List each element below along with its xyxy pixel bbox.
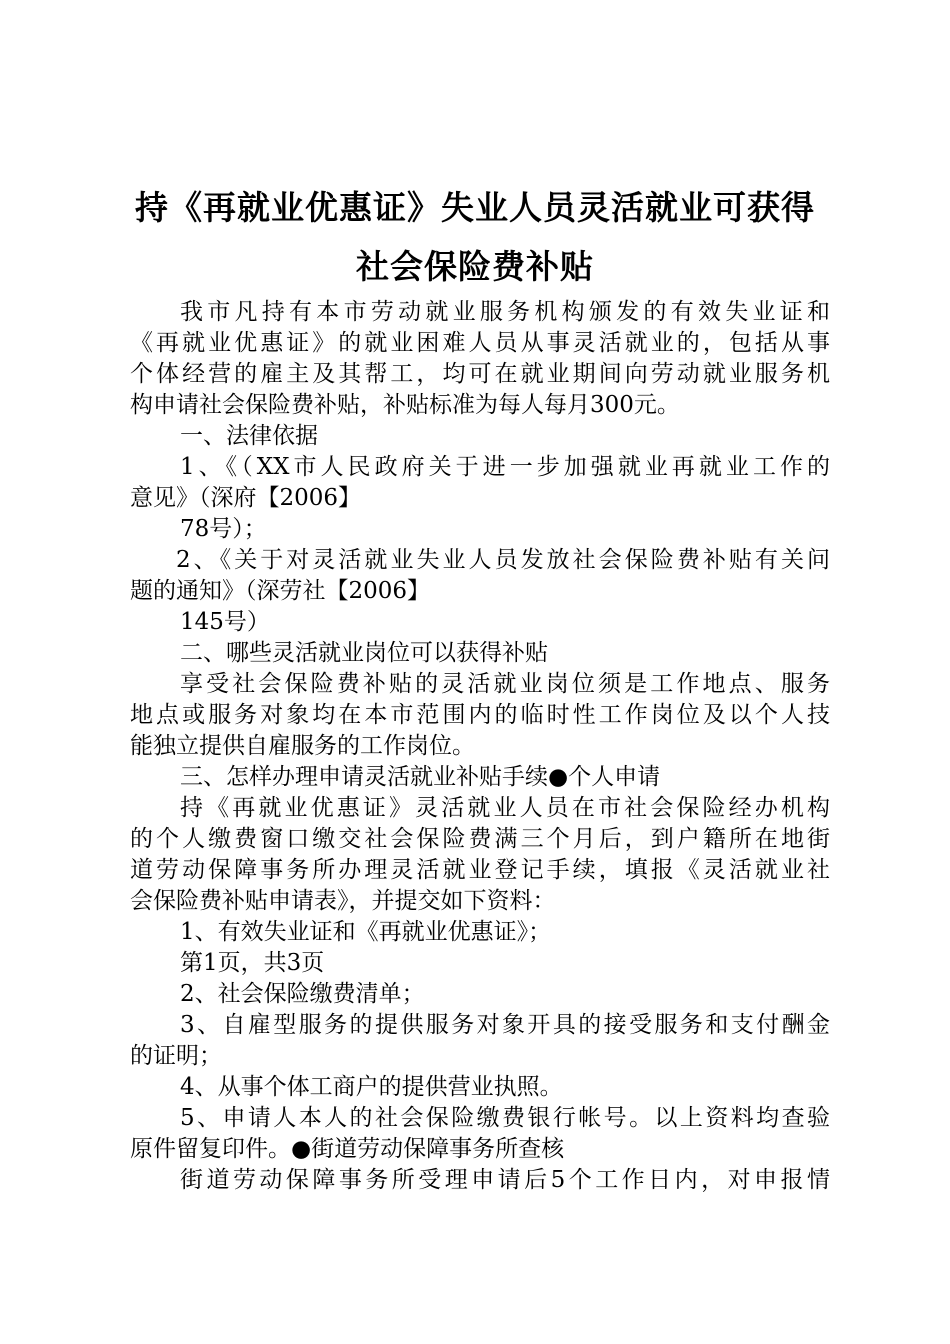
section-heading: 三、怎样办理申请灵活就业补贴手续●个人申请 bbox=[180, 764, 661, 790]
paragraph-line: 享受社会保险费补贴的灵活就业岗位须是工作地点、服务 bbox=[180, 671, 830, 697]
paragraph-line: 2、《关于对灵活就业失业人员发放社会保险费补贴有关问 bbox=[176, 547, 830, 573]
paragraph-line: 145号） bbox=[180, 609, 270, 635]
paragraph-line: 能独立提供自雇服务的工作岗位。 bbox=[130, 733, 475, 759]
list-item: 原件留复印件。●街道劳动保障事务所查核 bbox=[130, 1136, 565, 1162]
document-title-line-1: 持《再就业优惠证》失业人员灵活就业可获得 bbox=[135, 188, 815, 227]
paragraph-line: 持《再就业优惠证》灵活就业人员在市社会保险经办机构 bbox=[180, 795, 830, 821]
document-title-line-2: 社会保险费补贴 bbox=[356, 247, 594, 286]
list-item: 3、自雇型服务的提供服务对象开具的接受服务和支付酬金 bbox=[180, 1012, 830, 1038]
list-item: 1、有效失业证和《再就业优惠证》； bbox=[180, 919, 552, 945]
paragraph-line: 地点或服务对象均在本市范围内的临时性工作岗位及以个人技 bbox=[130, 702, 830, 728]
section-heading: 二、哪些灵活就业岗位可以获得补贴 bbox=[180, 640, 548, 666]
paragraph-line: 题的通知》（深劳社【2006】 bbox=[130, 578, 431, 604]
paragraph-line: 街道劳动保障事务所受理申请后5个工作日内，对申报情 bbox=[180, 1167, 830, 1193]
paragraph-line: 78号）； bbox=[180, 516, 267, 542]
list-item: 5、申请人本人的社会保险缴费银行帐号。以上资料均查验 bbox=[180, 1105, 830, 1131]
list-item: 的证明； bbox=[130, 1043, 222, 1069]
paragraph-line: 的个人缴费窗口缴交社会保险费满三个月后，到户籍所在地街 bbox=[130, 826, 830, 852]
paragraph-line: 构申请社会保险费补贴，补贴标准为每人每月300元。 bbox=[130, 392, 680, 418]
paragraph-line: 会保险费补贴申请表》，并提交如下资料： bbox=[130, 888, 556, 914]
paragraph-line: 《再就业优惠证》的就业困难人员从事灵活就业的，包括从事 bbox=[130, 330, 830, 356]
paragraph-line: 道劳动保障事务所办理灵活就业登记手续，填报《灵活就业社 bbox=[130, 857, 830, 883]
page-footer: 第1页，共3页 bbox=[180, 950, 325, 976]
section-heading: 一、法律依据 bbox=[180, 423, 318, 449]
list-item: 2、社会保险缴费清单； bbox=[180, 981, 425, 1007]
paragraph-line: 意见》（深府【2006】 bbox=[130, 485, 362, 511]
paragraph-line: 个体经营的雇主及其帮工，均可在就业期间向劳动就业服务机 bbox=[130, 361, 830, 387]
paragraph-line: 我市凡持有本市劳动就业服务机构颁发的有效失业证和 bbox=[180, 299, 830, 325]
list-item: 4、从事个体工商户的提供营业执照。 bbox=[180, 1074, 563, 1100]
paragraph-line: 1、《（XX市人民政府关于进一步加强就业再就业工作的 bbox=[180, 454, 830, 480]
